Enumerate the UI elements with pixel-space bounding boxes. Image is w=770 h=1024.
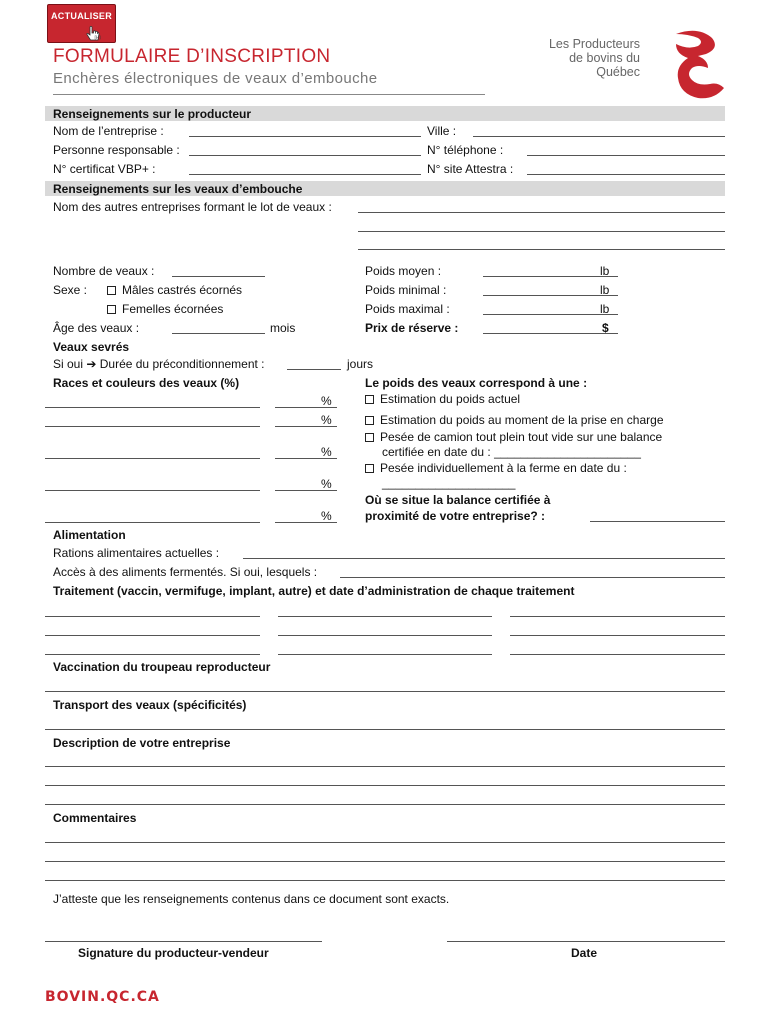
treatment-field-3-1[interactable] bbox=[45, 654, 260, 655]
avg-weight-label: Poids moyen : bbox=[365, 264, 442, 278]
producer-section-header: Renseignements sur le producteur bbox=[45, 106, 725, 121]
scale-question-line-2: proximité de votre entreprise? : bbox=[365, 509, 546, 523]
fermented-feed-field[interactable] bbox=[340, 577, 725, 578]
weight-option-4-date[interactable]: ____________________ bbox=[382, 476, 516, 490]
signature-label: Signature du producteur-vendeur bbox=[78, 946, 269, 960]
calf-count-field[interactable] bbox=[172, 276, 265, 277]
reserve-price-field[interactable] bbox=[483, 333, 618, 334]
max-weight-field[interactable] bbox=[483, 314, 618, 315]
title-divider bbox=[53, 94, 485, 95]
website-footer: BOVIN.QC.CA bbox=[45, 989, 160, 1005]
reserve-price-label: Prix de réserve : bbox=[365, 321, 459, 335]
company-name-field[interactable] bbox=[189, 136, 421, 137]
breed-field-3[interactable] bbox=[45, 458, 260, 459]
city-label: Ville : bbox=[427, 124, 457, 138]
producers-logo-icon bbox=[668, 28, 730, 102]
weight-method-title: Le poids des veaux correspond à une : bbox=[365, 376, 588, 390]
max-weight-label: Poids maximal : bbox=[365, 302, 450, 316]
male-checkbox[interactable] bbox=[107, 286, 116, 295]
rations-field[interactable] bbox=[243, 558, 725, 559]
description-title: Description de votre entreprise bbox=[53, 736, 231, 750]
contact-person-field[interactable] bbox=[189, 155, 421, 156]
treatment-field-3-2[interactable] bbox=[278, 654, 492, 655]
weaned-duration-field[interactable] bbox=[287, 369, 341, 370]
female-option[interactable]: Femelles écornées bbox=[107, 302, 223, 316]
min-weight-field[interactable] bbox=[483, 295, 618, 296]
weight-option-1[interactable]: Estimation du poids actuel bbox=[365, 392, 520, 406]
avg-weight-unit: lb bbox=[600, 264, 610, 278]
currency-symbol: $ bbox=[602, 321, 609, 335]
vaccination-title: Vaccination du troupeau reproducteur bbox=[53, 660, 271, 674]
avg-weight-field[interactable] bbox=[483, 276, 618, 277]
sex-label: Sexe : bbox=[53, 283, 88, 297]
hand-pointer-icon bbox=[84, 25, 104, 42]
percent-sign-4: % bbox=[321, 477, 332, 491]
vaccination-field[interactable] bbox=[45, 691, 725, 692]
attestra-site-label: N° site Attestra : bbox=[427, 162, 514, 176]
percent-sign-5: % bbox=[321, 509, 332, 523]
weaned-title: Veaux sevrés bbox=[53, 340, 130, 354]
percent-sign-1: % bbox=[321, 394, 332, 408]
comments-title: Commentaires bbox=[53, 811, 137, 825]
treatment-field-3-3[interactable] bbox=[510, 654, 725, 655]
transport-field[interactable] bbox=[45, 729, 725, 730]
attestra-site-field[interactable] bbox=[527, 174, 725, 175]
description-field-1[interactable] bbox=[45, 766, 725, 767]
breed-field-5[interactable] bbox=[45, 522, 260, 523]
other-companies-field-1[interactable] bbox=[358, 212, 725, 213]
phone-field[interactable] bbox=[527, 155, 725, 156]
treatment-field-1-3[interactable] bbox=[510, 616, 725, 617]
feeding-title: Alimentation bbox=[53, 528, 126, 542]
min-weight-unit: lb bbox=[600, 283, 610, 297]
percent-sign-3: % bbox=[321, 445, 332, 459]
treatment-field-2-3[interactable] bbox=[510, 635, 725, 636]
min-weight-label: Poids minimal : bbox=[365, 283, 447, 297]
weight-option-4[interactable]: Pesée individuellement à la ferme en date du : bbox=[365, 461, 627, 475]
comments-field-1[interactable] bbox=[45, 842, 725, 843]
treatment-field-1-2[interactable] bbox=[278, 616, 492, 617]
breed-field-2[interactable] bbox=[45, 426, 260, 427]
female-checkbox[interactable] bbox=[107, 305, 116, 314]
treatment-field-2-1[interactable] bbox=[45, 635, 260, 636]
weaned-duration-label: Si oui ➔ Durée du préconditionnement : bbox=[53, 357, 265, 371]
age-field[interactable] bbox=[172, 333, 265, 334]
treatment-title: Traitement (vaccin, vermifuge, implant, autre) et date d’administration de chaque traitement bbox=[53, 584, 575, 598]
other-companies-field-2[interactable] bbox=[358, 231, 725, 232]
svg-text:[H]: [H] bbox=[94, 35, 101, 40]
transport-title: Transport des veaux (spécificités) bbox=[53, 698, 247, 712]
update-button-label: ACTUALISER bbox=[51, 11, 112, 21]
comments-field-3[interactable] bbox=[45, 880, 725, 881]
weight-checkbox-1[interactable] bbox=[365, 395, 374, 404]
form-title: FORMULAIRE D’INSCRIPTION bbox=[53, 46, 331, 67]
breed-field-1[interactable] bbox=[45, 407, 260, 408]
calf-count-label: Nombre de veaux : bbox=[53, 264, 155, 278]
company-name-label: Nom de l’entreprise : bbox=[53, 124, 164, 138]
contact-person-label: Personne responsable : bbox=[53, 143, 180, 157]
attestation-text: J’atteste que les renseignements contenus dans ce document sont exacts. bbox=[53, 892, 450, 906]
scale-question-line-1: Où se situe la balance certifiée à bbox=[365, 493, 551, 507]
breed-field-4[interactable] bbox=[45, 490, 260, 491]
weight-checkbox-3[interactable] bbox=[365, 433, 374, 442]
max-weight-unit: lb bbox=[600, 302, 610, 316]
city-field[interactable] bbox=[473, 136, 725, 137]
logo-text: Les Producteurs de bovins du Québec bbox=[548, 37, 640, 79]
weight-option-3-date[interactable]: certifiée en date du : ______________________ bbox=[382, 445, 641, 459]
other-companies-label: Nom des autres entreprises formant le lot de veaux : bbox=[53, 200, 332, 214]
date-label: Date bbox=[571, 946, 598, 960]
phone-label: N° téléphone : bbox=[427, 143, 504, 157]
calves-section-header: Renseignements sur les veaux d’embouche bbox=[45, 181, 725, 196]
signature-field[interactable] bbox=[45, 941, 322, 942]
description-field-3[interactable] bbox=[45, 804, 725, 805]
weight-option-3[interactable]: Pesée de camion tout plein tout vide sur une balance bbox=[365, 430, 662, 444]
date-field[interactable] bbox=[447, 941, 725, 942]
age-label: Âge des veaux : bbox=[53, 321, 140, 335]
description-field-2[interactable] bbox=[45, 785, 725, 786]
form-subtitle: Enchères électroniques de veaux d’embouche bbox=[53, 70, 378, 87]
rations-label: Rations alimentaires actuelles : bbox=[53, 546, 220, 560]
vbp-certificate-field[interactable] bbox=[189, 174, 421, 175]
update-button[interactable] bbox=[47, 4, 116, 43]
vbp-certificate-label: N° certificat VBP+ : bbox=[53, 162, 156, 176]
treatment-field-2-2[interactable] bbox=[278, 635, 492, 636]
scale-location-field[interactable] bbox=[590, 521, 725, 522]
percent-sign-2: % bbox=[321, 413, 332, 427]
treatment-field-1-1[interactable] bbox=[45, 616, 260, 617]
male-option[interactable]: Mâles castrés écornés bbox=[107, 283, 242, 297]
weaned-duration-unit: jours bbox=[347, 357, 374, 371]
breeds-title: Races et couleurs des veaux (%) bbox=[53, 376, 240, 390]
fermented-feed-label: Accès à des aliments fermentés. Si oui, lesquels : bbox=[53, 565, 318, 579]
age-unit: mois bbox=[270, 321, 296, 335]
comments-field-2[interactable] bbox=[45, 861, 725, 862]
weight-checkbox-4[interactable] bbox=[365, 464, 374, 473]
other-companies-field-3[interactable] bbox=[358, 249, 725, 250]
weight-option-2[interactable]: Estimation du poids au moment de la prise en charge bbox=[365, 413, 664, 427]
weight-checkbox-2[interactable] bbox=[365, 416, 374, 425]
